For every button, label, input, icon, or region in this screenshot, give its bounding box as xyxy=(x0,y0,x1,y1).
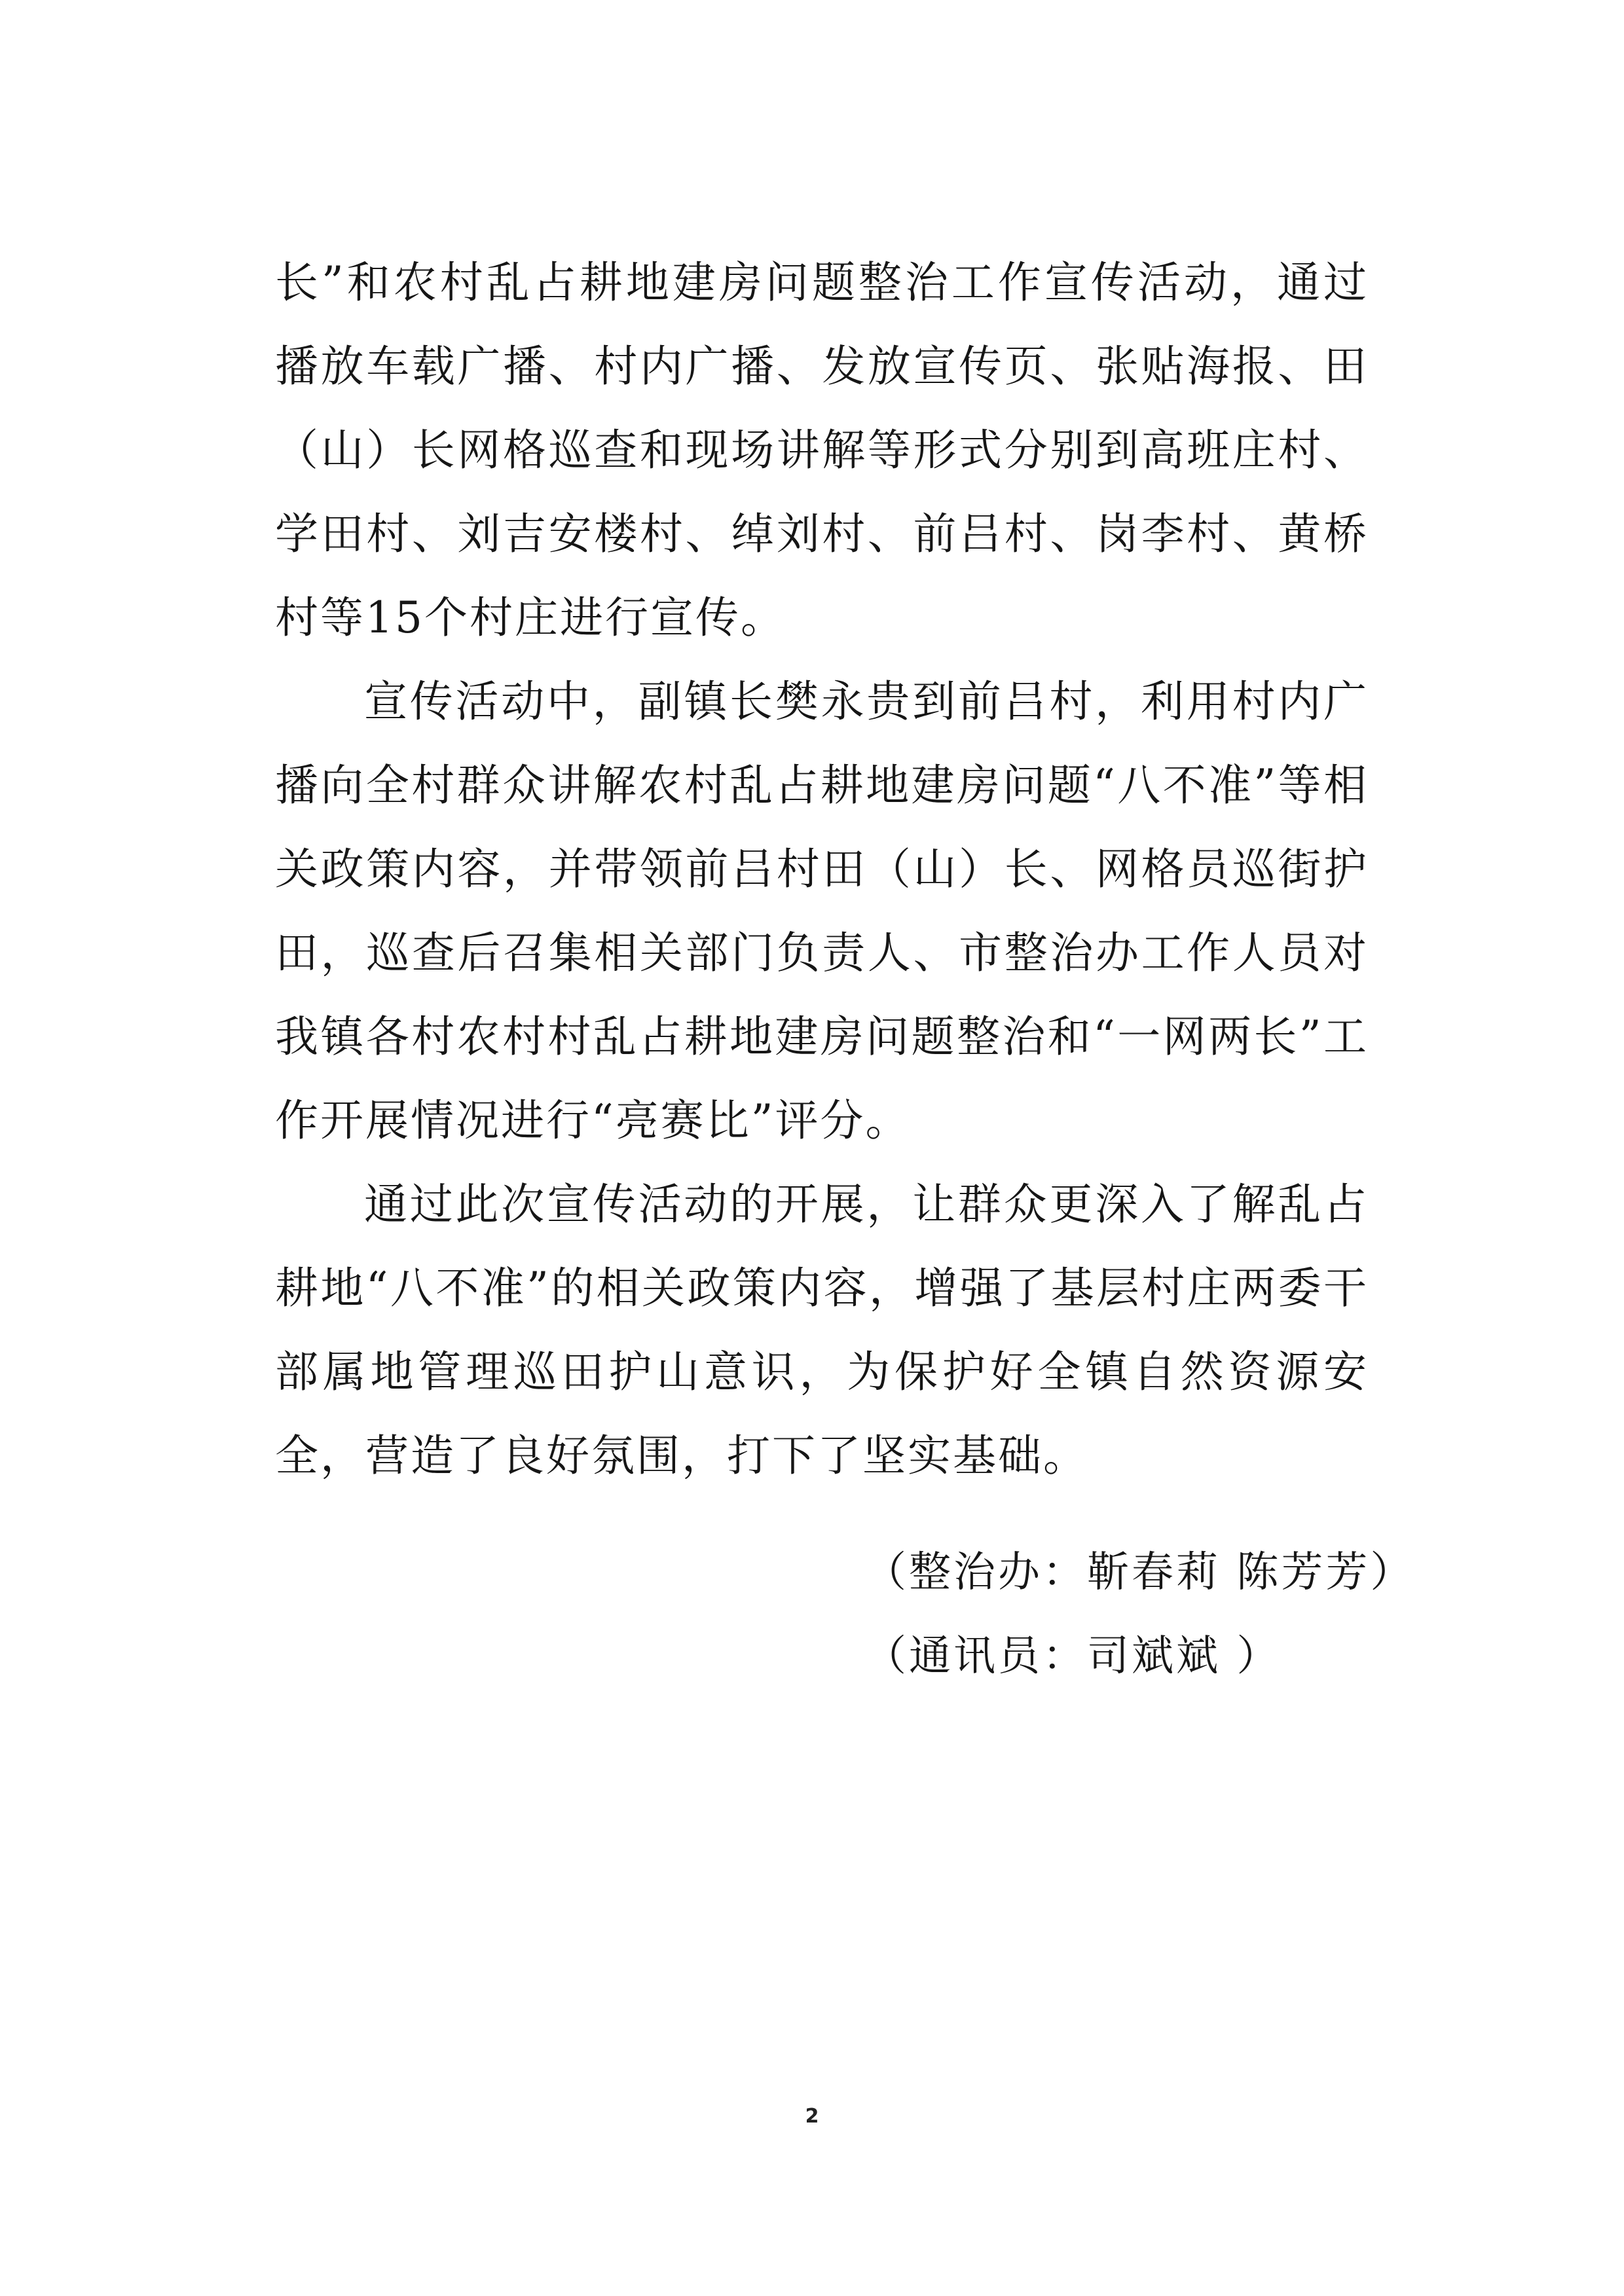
paragraph-2: 宣传活动中，副镇长樊永贵到前吕村，利用村内广播向全村群众讲解农村乱占耕地建房问题“八不准”等相关政策内容，并带领前吕村田（山）长、网格员巡街护田，巡查后召集相关部门负责人、市整治办工作人员对我镇各村农村村乱占耕地建房问题整治和“一网两长”工作开展情况进行“亮赛比”评分。 xyxy=(275,676,1369,1146)
paragraph-1: 长”和农村乱占耕地建房问题整治工作宣传活动，通过播放车载广播、村内广播、发放宣传页、张贴海报、田（山）长网格巡查和现场讲解等形式分别到高班庄村、学田村、刘吉安楼村、绰刘村、前吕村、岗李村、黄桥村等15个村庄进行宣传。 xyxy=(275,257,1369,643)
signature-block xyxy=(864,1531,1415,1698)
page-number: 2 xyxy=(805,2105,819,2128)
office-credit: （整治办：靳春莉 陈芳芳） xyxy=(864,1548,1415,1597)
paragraph-3: 通过此次宣传活动的开展，让群众更深入了解乱占耕地“八不准”的相关政策内容，增强了基层村庄两委干部属地管理巡田护山意识，为保护好全镇自然资源安全，营造了良好氛围，打下了坚实基础。 xyxy=(275,1179,1369,1481)
article-body xyxy=(275,241,1369,1498)
correspondent-credit: （通讯员：司斌斌 ） xyxy=(864,1632,1282,1681)
